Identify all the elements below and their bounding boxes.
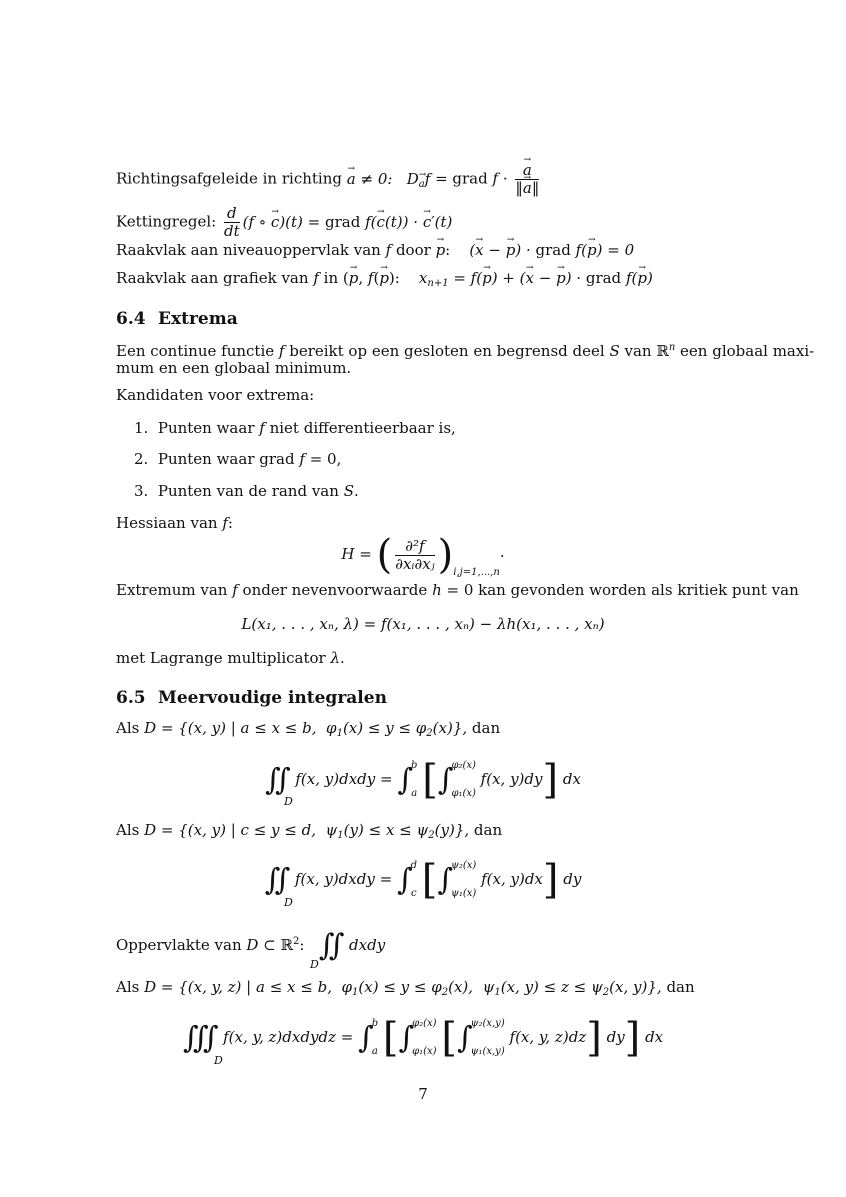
- richting-cond: → a ≠ 0:: [347, 170, 393, 188]
- section-heading-extrema: [116, 309, 238, 329]
- hessiaan-subscript: i,j=1,...,n: [453, 567, 500, 578]
- section-title: Meervoudige integralen: [158, 688, 387, 708]
- hessiaan-lhs: H =: [341, 545, 372, 563]
- raakvlak-niveau-formula: (→ x − → p) · grad f(→ p) = 0: [469, 241, 634, 259]
- list-item: 1. Punten waar f niet differentieerbaar is,: [134, 419, 456, 437]
- als-line-1: Als D = {(x, y) | a ≤ x ≤ b, $\varphi_1(x) \le y \le \varphi_2(x)$}, dan: [116, 719, 501, 739]
- section-number: 6.5: [116, 688, 146, 708]
- double-integral-2: ∬ f(x, y)dxdy = ∫ d c [∫ ψ₂(x) ψ₁(x) f(x, y)dx] dy: [264, 857, 582, 903]
- ketting-rhs: (f ∘ → c)(t) = grad f(→ c(t)) · → c′(t): [243, 213, 453, 231]
- raakvlak-niveau-line: Raakvlak aan niveauoppervlak van f door → p: (→ x − → p) · grad f(→ p) = 0: [116, 240, 634, 260]
- list-item: 2. Punten waar grad f = 0,: [134, 450, 342, 468]
- richting-fraction: → $\frac{a}{‖\to a‖}$: [515, 162, 539, 197]
- hessiaan-line: Hessiaan van f:: [116, 514, 233, 532]
- lagrange-text: met Lagrange multiplicator λ.: [116, 649, 345, 667]
- extrema-paragraph-line-1: Een continue functie f bereikt op een gesloten en begrensd deel S van ℝ$^n$ een globaal maxi-: [116, 342, 815, 360]
- section-heading-integralen: [116, 688, 387, 708]
- raakvlak-grafiek-line: Raakvlak aan grafiek van f in (→ p, f(→ p): $x_{n+1} = f(\to p)$ + (→ x − → p) · grad f(→ p): [116, 268, 653, 294]
- oppervlakte-formula: dxdy: [349, 936, 386, 954]
- domain-label: D: [310, 958, 319, 971]
- page-number: 7: [418, 1085, 428, 1103]
- hessiaan-formula: H = ( $\frac{\text{∂²f}}{\text{∂xᵢ∂xⱼ}}$ )$_{i,j=1,...,n}$.: [341, 532, 505, 578]
- richtingsafgeleide-line: [116, 162, 542, 197]
- kettingregel-line: [116, 205, 452, 240]
- ketting-label: Kettingregel:: [116, 212, 217, 231]
- domain-label: D: [284, 795, 293, 808]
- domain-label: D: [284, 896, 293, 909]
- richting-rhs: = grad f ·: [435, 169, 508, 188]
- als-line-3: Als D = {(x, y, z) | a ≤ x ≤ b, $\varphi_1(x) \le y \le \varphi_2(x)$, $\psi_1(x$, $y) \le z \le \psi_2(x$, y)}, dan: [116, 978, 695, 998]
- list-item: 3. Punten van de rand van S.: [134, 482, 359, 500]
- hessiaan-fraction: $\frac{\text{∂²f}}{\text{∂xᵢ∂xⱼ}}$: [395, 536, 435, 573]
- als-line-2: Als D = {(x, y) | c ≤ y ≤ d, $\psi_1(y) \le x \le \psi_2(y)$}, dan: [116, 821, 503, 841]
- lagrange-formula: L(x₁, . . . , xₙ, λ) = f(x₁, . . . , xₙ) − λh(x₁, . . . , xₙ): [241, 615, 605, 633]
- richting-label: Richtingsafgeleide in richting: [116, 169, 342, 188]
- section-title: Extrema: [158, 309, 238, 329]
- kandidaten-line: Kandidaten voor extrema:: [116, 386, 315, 404]
- domain-label: D: [214, 1054, 223, 1067]
- ketting-fraction: $\frac{d}{dt}$: [223, 204, 240, 240]
- extrema-paragraph-line-2: mum en een globaal minimum.: [116, 359, 352, 377]
- raakvlak-grafiek-formula: $x_{n+1} = f(\to p)$ + (→ x − → p) · grad f(→ p): [419, 269, 653, 287]
- nevenvoorwaarde-line: Extremum van f onder nevenvoorwaarde h = 0 kan gevonden worden als kritiek punt van: [116, 581, 799, 599]
- triple-integral: ∭ f(x, y, z)dxdydz = ∫ b a [∫ φ₂(x) φ₁(x) [∫ ψ₂(x,y) ψ₁(x,y) f(x, y, z)dz] dy] dx: [182, 1015, 664, 1061]
- double-integral-1: ∬ f(x, y)dxdy = ∫ b a [∫ φ₂(x) φ₁(x) f(x, y)dy] dx: [265, 757, 581, 803]
- section-number: 6.4: [116, 309, 146, 329]
- richting-formula: D→ $_a$f: [407, 170, 431, 188]
- oppervlakte-line: Oppervlakte van D ⊂ ℝ$^2$: ∬ dxdy: [116, 928, 386, 963]
